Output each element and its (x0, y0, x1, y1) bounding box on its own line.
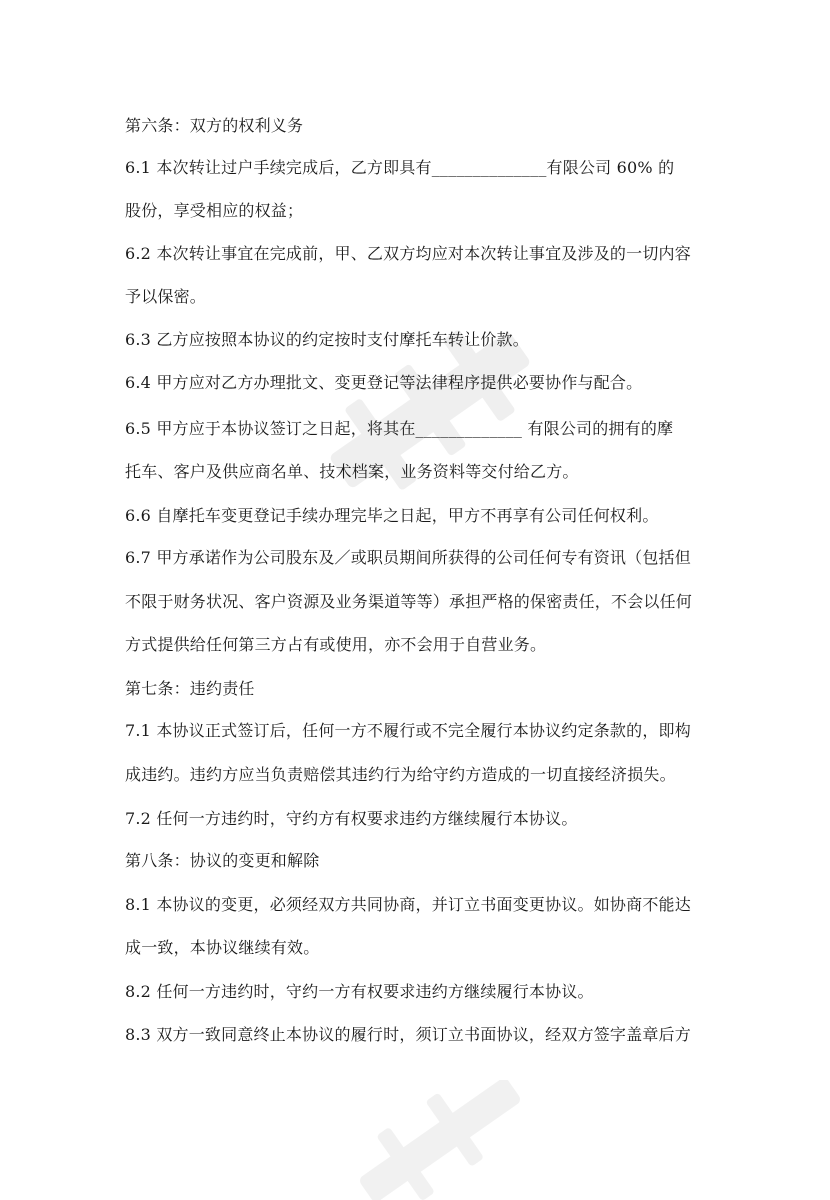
clause-6-2-continued: 予以保密。 (125, 287, 207, 306)
clause-6-3: 6.3 乙方应按照本协议的约定按时支付摩托车转让价款。 (125, 330, 529, 349)
section-heading-article-7: 第七条：违约责任 (125, 679, 255, 698)
clause-8-1: 8.1 本协议的变更，必须经双方共同协商，并订立书面变更协议。如协商不能达 (125, 895, 691, 914)
clause-6-5-continued: 托车、客户及供应商名单、技术档案，业务资料等交付给乙方。 (125, 462, 579, 481)
clause-8-1-continued: 成一致，本协议继续有效。 (125, 938, 320, 957)
clause-8-3: 8.3 双方一致同意终止本协议的履行时，须订立书面协议，经双方签字盖章后方 (125, 1025, 691, 1044)
clause-6-7-continued-1: 不限于财务状况、客户资源及业务渠道等等）承担严格的保密责任，不会以任何 (125, 592, 693, 611)
clause-6-1: 6.1 本次转让过户手续完成后，乙方即具有______________有限公司 60% 的 (125, 158, 675, 177)
clause-6-7: 6.7 甲方承诺作为公司股东及／或职员期间所获得的公司任何专有资讯（包括但 (125, 548, 691, 567)
clause-6-4: 6.4 甲方应对乙方办理批文、变更登记等法律程序提供必要协作与配合。 (125, 373, 643, 392)
clause-6-7-continued-2: 方式提供给任何第三方占有或使用，亦不会用于自营业务。 (125, 635, 547, 654)
section-heading-article-8: 第八条：协议的变更和解除 (125, 851, 320, 870)
clause-7-1-continued: 成违约。违约方应当负责赔偿其违约行为给守约方造成的一切直接经济损失。 (125, 765, 676, 784)
clause-6-6: 6.6 自摩托车变更登记手续办理完毕之日起，甲方不再享有公司任何权利。 (125, 506, 659, 525)
clause-8-2: 8.2 任何一方违约时，守约一方有权要求违约方继续履行本协议。 (125, 982, 594, 1001)
section-heading-article-6: 第六条：双方的权利义务 (125, 116, 304, 135)
clause-6-5: 6.5 甲方应于本协议签订之日起，将其在_____________ 有限公司的拥有的摩 (125, 419, 674, 438)
clause-6-2: 6.2 本次转让事宜在完成前，甲、乙双方均应对本次转让事宜及涉及的一切内容 (125, 244, 691, 263)
clause-7-2: 7.2 任何一方违约时，守约方有权要求违约方继续履行本协议。 (125, 809, 578, 828)
clause-7-1: 7.1 本协议正式签订后，任何一方不履行或不完全履行本协议约定条款的，即构 (125, 721, 691, 740)
clause-6-1-continued: 股份，享受相应的权益； (125, 201, 304, 220)
